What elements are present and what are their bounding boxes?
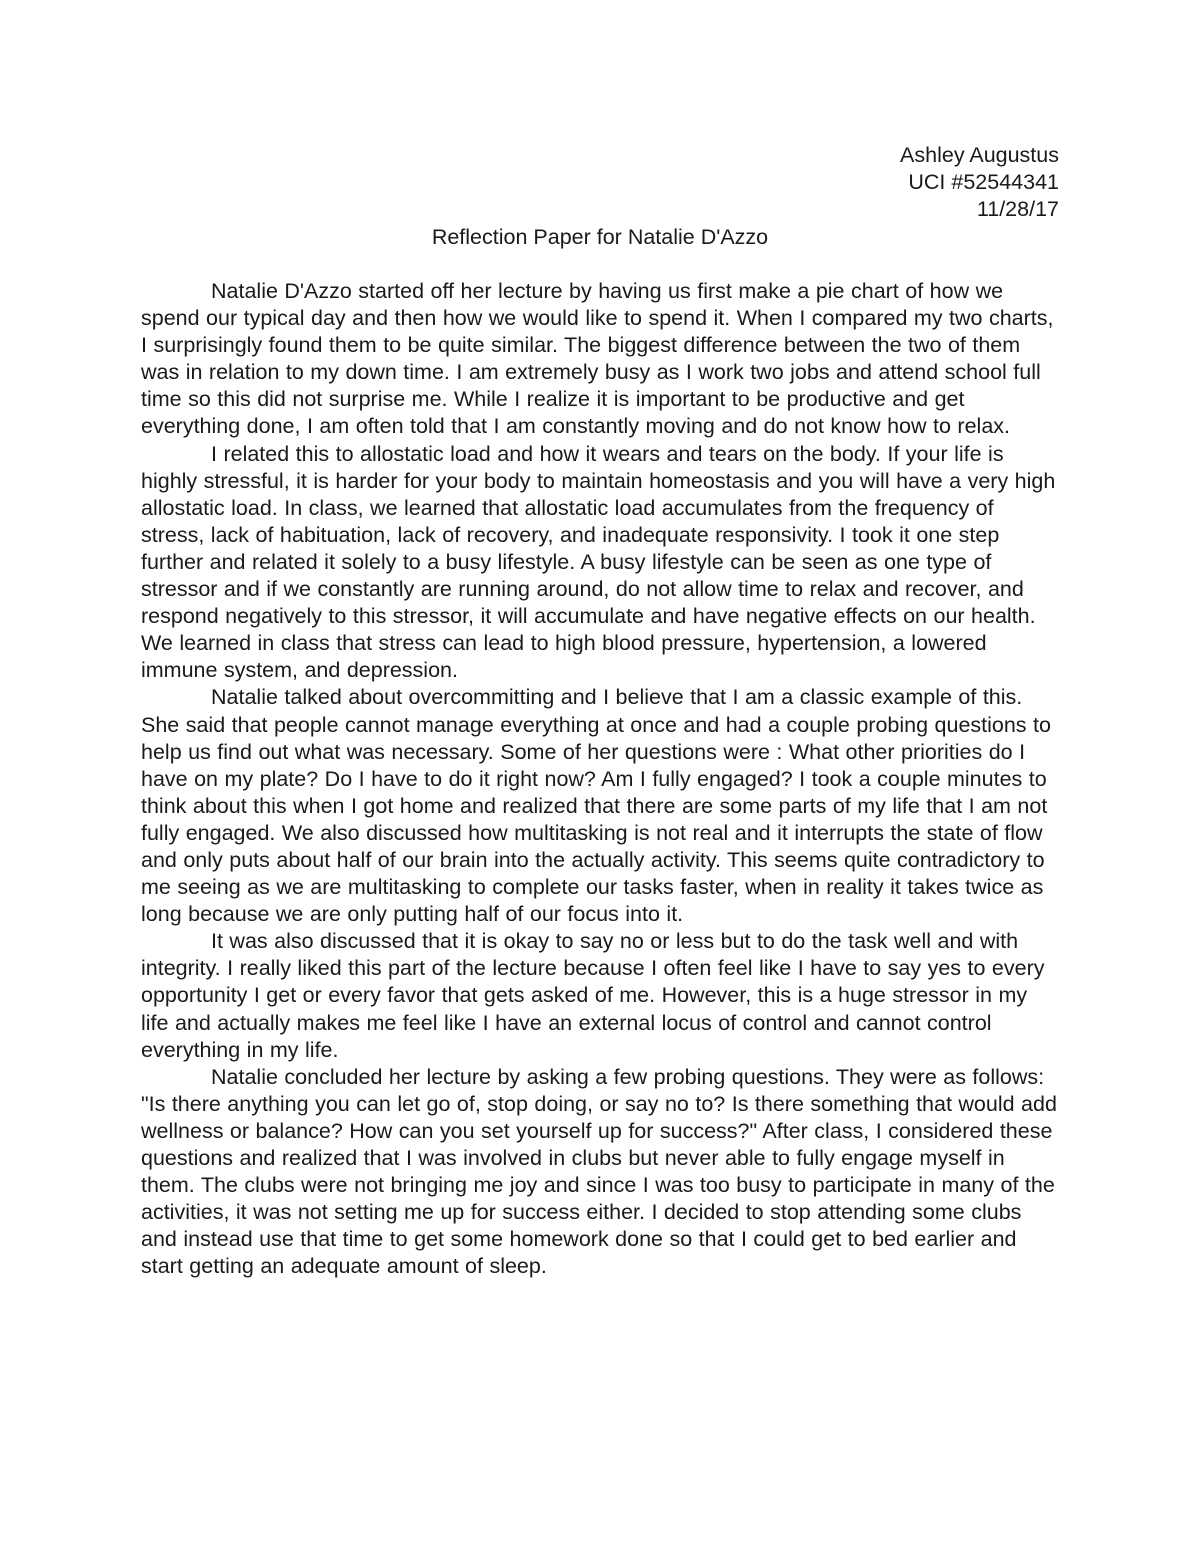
document-date: 11/28/17	[976, 197, 1059, 221]
document-title: Reflection Paper for Natalie D'Azzo	[431, 225, 769, 249]
student-id: UCI #52544341	[908, 170, 1059, 194]
author-header	[900, 142, 1059, 223]
paragraph: Natalie talked about overcommitting and I believe that I am a classic example of this. She said that people cannot manage everything at once and had a couple probing questions to help us find out what was necessary. Some of her questions were : What other priorities do I have on my plate? Do I have to do it right now? Am I fully engaged? I took a couple minutes to think about this when I got home and realized that there are some parts of my life that I am not fully engaged. We also discussed how multitasking is not real and it interrupts the state of flow and only puts about half of our brain into the actually activity. This seems quite contradictory to me seeing as we are multitasking to complete our tasks faster, when in reality it takes twice as long because we are only putting half of our focus into it.	[141, 685, 1051, 927]
paragraph: Natalie concluded her lecture by asking a few probing questions. They were as follows: "Is there anything you can let go of, stop doing, or say no to? Is there something that would add wellness or balance? How can you set yourself up for success?" After class, I considered these questions and realized that I was involved in clubs but never able to fully engage myself in them. The clubs were not bringing me joy and since I was too busy to participate in many of the activities, it was not setting me up for success either. I decided to stop attending some clubs and instead use that time to get some homework done so that I could get to bed earlier and start getting an adequate amount of sleep.	[141, 1064, 1057, 1279]
author-name: Ashley Augustus	[900, 143, 1059, 167]
paragraph: It was also discussed that it is okay to say no or less but to do the task well and with integrity. I really liked this part of the lecture because I often feel like I have to say yes to every opportunity I get or every favor that gets asked of me. However, this is a huge stressor in my life and actually makes me feel like I have an external locus of control and cannot control everything in my life.	[141, 929, 1045, 1062]
paragraph: I related this to allostatic load and how it wears and tears on the body. If your life is highly stressful, it is harder for your body to maintain homeostasis and you will have a very high allostatic load. In class, we learned that allostatic load accumulates from the frequency of stress, lack of habituation, lack of recovery, and inadequate responsivity. I took it one step further and related it solely to a busy lifestyle. A busy lifestyle can be seen as one type of stressor and if we constantly are running around, do not allow time to relax and recover, and respond negatively to this stressor, it will accumulate and have negative effects on our health. We learned in class that stress can lead to high blood pressure, hypertension, a lowered immune system, and depression.	[141, 441, 1056, 683]
paragraph: Natalie D'Azzo started off her lecture by having us first make a pie chart of how we spend our typical day and then how we would like to spend it. When I compared my two charts, I surprisingly found them to be quite similar. The biggest difference between the two of them was in relation to my down time. I am extremely busy as I work two jobs and attend school full time so this did not surprise me. While I realize it is important to be productive and get everything done, I am often told that I am constantly moving and do not know how to relax.	[141, 279, 1054, 439]
document-body	[141, 278, 1059, 1280]
